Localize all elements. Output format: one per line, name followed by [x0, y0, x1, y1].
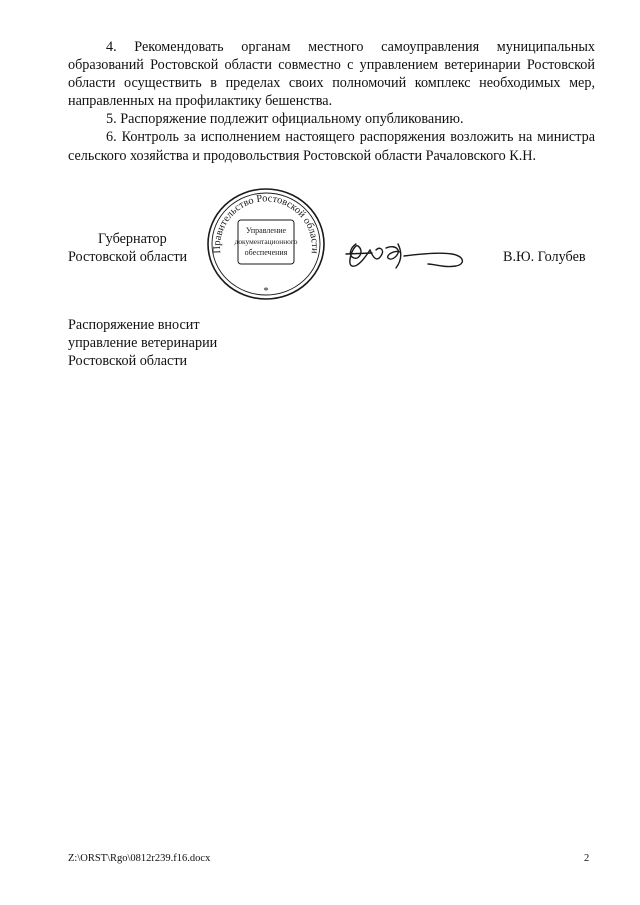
page-number: 2 [584, 853, 590, 864]
signatory-name: В.Ю. Голубев [503, 249, 586, 265]
signatory-title-line1: Губернатор [98, 231, 167, 247]
stamp-bottom-mark: * [263, 286, 269, 297]
document-body [68, 38, 595, 165]
footer-file-path: Z:\ORST\Rgo\0812r239.f16.docx [68, 853, 211, 864]
submitted-by-line2: управление ветеринарии [68, 335, 218, 352]
paragraph-5: 5. Распоряжение подлежит официальному опубликованию. [106, 111, 464, 128]
paragraph-6: 6. Контроль за исполнением настоящего распоряжения возложить на министра сельского хозяйства и продовольствия Ростовской области Рачаловского К.Н. [68, 129, 595, 164]
signatory-title [68, 230, 187, 266]
stamp-inner-line3: обеспечения [244, 248, 288, 257]
stamp-outer-text: Правительство Ростовской области [211, 193, 321, 254]
official-stamp [205, 186, 327, 302]
stamp-inner-line2: документационного [234, 237, 298, 246]
submitted-by-line3: Ростовской области [68, 353, 188, 370]
submitted-by [68, 316, 217, 370]
paragraph-4: 4. Рекомендовать органам местного самоуправления муниципальных образований Ростовской области совместно с управлением ветеринарии Ростовской области осуществить в пределах своих полномочий комплекс необходимых мер, направленных на профилактику бешенства. [68, 39, 595, 110]
signatory-title-line2: Ростовской области [68, 249, 188, 266]
submitted-by-line1: Распоряжение вносит [68, 317, 200, 333]
stamp-inner-line1: Управление [245, 226, 287, 235]
handwritten-signature [340, 234, 472, 274]
